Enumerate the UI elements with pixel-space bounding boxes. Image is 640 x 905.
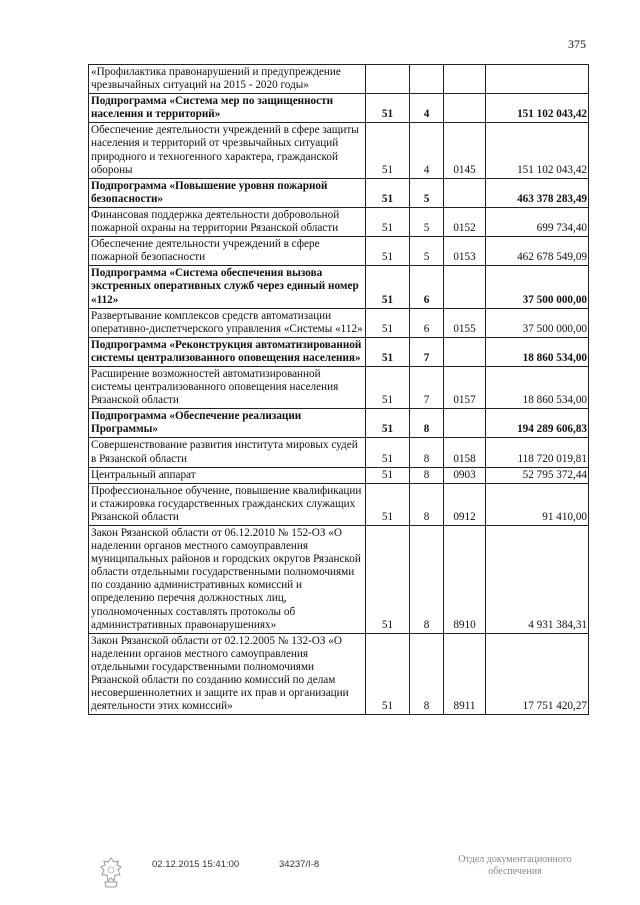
row-name-cell: Подпрограмма «Реконструкция автоматизированной системы централизованного оповещения населения» xyxy=(89,337,366,366)
subsection-code-cell xyxy=(444,94,486,123)
subsection-code-cell: 0153 xyxy=(444,237,486,266)
ministry-code-cell: 51 xyxy=(366,633,410,715)
table-body xyxy=(89,65,589,715)
ministry-code-cell: 51 xyxy=(366,308,410,337)
amount-cell: 18 860 534,00 xyxy=(486,337,589,366)
row-name-cell: Подпрограмма «Обеспечение реализации Программы» xyxy=(89,409,366,438)
section-code-cell: 4 xyxy=(410,123,444,178)
ministry-code-cell: 51 xyxy=(366,94,410,123)
row-name-cell: Развертывание комплексов средств автоматизации оперативно-диспетчерского управления «Системы «112» xyxy=(89,308,366,337)
ministry-code-cell: 51 xyxy=(366,409,410,438)
section-code-cell: 8 xyxy=(410,467,444,483)
amount-cell: 462 678 549,09 xyxy=(486,237,589,266)
subsection-code-cell xyxy=(444,337,486,366)
section-code-cell: 8 xyxy=(410,409,444,438)
row-name-cell: Профессиональное обучение, повышение квалификации и стажировка государственных гражданских служащих Рязанской области xyxy=(89,483,366,525)
ministry-code-cell: 51 xyxy=(366,526,410,634)
subsection-code-cell xyxy=(444,409,486,438)
row-name-cell: Центральный аппарат xyxy=(89,467,366,483)
row-name-cell: Финансовая поддержка деятельности добровольной пожарной охраны на территории Рязанской области xyxy=(89,207,366,236)
table-row xyxy=(89,123,589,178)
subsection-code-cell: 0903 xyxy=(444,467,486,483)
department-stamp xyxy=(440,854,590,878)
row-name-cell: Обеспечение деятельности учреждений в сфере защиты населения и территорий от чрезвычайных ситуаций природного и техногенного характера, гражданской обороны xyxy=(89,123,366,178)
ministry-code-cell: 51 xyxy=(366,178,410,207)
subsection-code-cell xyxy=(444,266,486,308)
table-row xyxy=(89,207,589,236)
ministry-code-cell: 51 xyxy=(366,366,410,408)
row-name-cell: Подпрограмма «Повышение уровня пожарной безопасности» xyxy=(89,178,366,207)
table-row xyxy=(89,467,589,483)
section-code-cell: 8 xyxy=(410,438,444,467)
amount-cell: 37 500 000,00 xyxy=(486,308,589,337)
table-row xyxy=(89,266,589,308)
amount-cell: 194 289 606,83 xyxy=(486,409,589,438)
amount-cell: 463 378 283,49 xyxy=(486,178,589,207)
section-code-cell: 8 xyxy=(410,633,444,715)
subsection-code-cell: 0145 xyxy=(444,123,486,178)
row-name-cell: Подпрограмма «Система мер по защищенности населения и территорий» xyxy=(89,94,366,123)
section-code-cell: 6 xyxy=(410,266,444,308)
amount-cell: 18 860 534,00 xyxy=(486,366,589,408)
subsection-code-cell: 0155 xyxy=(444,308,486,337)
ministry-code-cell: 51 xyxy=(366,337,410,366)
amount-cell xyxy=(486,65,589,94)
section-code-cell: 5 xyxy=(410,207,444,236)
section-code-cell: 7 xyxy=(410,337,444,366)
amount-cell: 91 410,00 xyxy=(486,483,589,525)
subsection-code-cell: 8910 xyxy=(444,526,486,634)
table-row xyxy=(89,237,589,266)
ministry-code-cell: 51 xyxy=(366,207,410,236)
footer xyxy=(0,856,640,896)
table-row xyxy=(89,438,589,467)
row-name-cell: «Профилактика правонарушений и предупреждение чрезвычайных ситуаций на 2015 - 2020 годы» xyxy=(89,65,366,94)
ministry-code-cell: 51 xyxy=(366,266,410,308)
row-name-cell: Расширение возможностей автоматизированной системы централизованного оповещения населения Рязанской области xyxy=(89,366,366,408)
row-name-cell: Закон Рязанской области от 06.12.2010 № 152-ОЗ «О наделении органов местного самоуправления муниципальных районов и городских округов Рязанской области отдельными государственными полномочиями по созданию административных комиссий и определению перечня должностных лиц, уполномоченных составлять протоколы об административных правонарушениях» xyxy=(89,526,366,634)
department-stamp-line-1: Отдел документационного xyxy=(458,854,572,865)
row-name-cell: Совершенствование развития института мировых судей в Рязанской области xyxy=(89,438,366,467)
amount-cell: 52 795 372,44 xyxy=(486,467,589,483)
amount-cell: 118 720 019,81 xyxy=(486,438,589,467)
section-code-cell: 4 xyxy=(410,94,444,123)
subsection-code-cell xyxy=(444,65,486,94)
department-stamp-line-2: обеспечения xyxy=(488,866,542,877)
amount-cell: 699 734,40 xyxy=(486,207,589,236)
section-code-cell: 7 xyxy=(410,366,444,408)
ministry-code-cell: 51 xyxy=(366,483,410,525)
table-row xyxy=(89,94,589,123)
amount-cell: 151 102 043,42 xyxy=(486,123,589,178)
table-row xyxy=(89,65,589,94)
table-row xyxy=(89,308,589,337)
section-code-cell: 8 xyxy=(410,526,444,634)
subsection-code-cell: 8911 xyxy=(444,633,486,715)
amount-cell: 4 931 384,31 xyxy=(486,526,589,634)
table-row xyxy=(89,178,589,207)
ministry-code-cell: 51 xyxy=(366,237,410,266)
section-code-cell: 5 xyxy=(410,178,444,207)
section-code-cell: 5 xyxy=(410,237,444,266)
table-row xyxy=(89,337,589,366)
page-number: 375 xyxy=(568,37,586,51)
ministry-code-cell xyxy=(366,65,410,94)
row-name-cell: Закон Рязанской области от 02.12.2005 № 132-ОЗ «О наделении органов местного самоуправления отдельными государственными полномочиями Рязанской области по созданию комиссий по делам несовершеннолетних и защите их прав и организации деятельности этих комиссий» xyxy=(89,633,366,715)
table-row xyxy=(89,483,589,525)
subsection-code-cell: 0152 xyxy=(444,207,486,236)
subsection-code-cell: 0158 xyxy=(444,438,486,467)
section-code-cell: 6 xyxy=(410,308,444,337)
row-name-cell: Обеспечение деятельности учреждений в сфере пожарной безопасности xyxy=(89,237,366,266)
table-row xyxy=(89,526,589,634)
ministry-code-cell: 51 xyxy=(366,467,410,483)
footer-document-number: 34237/I-8 xyxy=(279,859,320,870)
ministry-code-cell: 51 xyxy=(366,438,410,467)
coat-of-arms-icon xyxy=(96,856,126,890)
section-code-cell xyxy=(410,65,444,94)
subsection-code-cell: 0912 xyxy=(444,483,486,525)
subsection-code-cell xyxy=(444,178,486,207)
table-row xyxy=(89,409,589,438)
amount-cell: 37 500 000,00 xyxy=(486,266,589,308)
table-row xyxy=(89,633,589,715)
ministry-code-cell: 51 xyxy=(366,123,410,178)
amount-cell: 151 102 043,42 xyxy=(486,94,589,123)
section-code-cell: 8 xyxy=(410,483,444,525)
amount-cell: 17 751 420,27 xyxy=(486,633,589,715)
footer-timestamp: 02.12.2015 15:41:00 xyxy=(152,859,240,870)
subsection-code-cell: 0157 xyxy=(444,366,486,408)
budget-table xyxy=(88,64,589,715)
row-name-cell: Подпрограмма «Система обеспечения вызова экстренных оперативных служб через единый номер «112» xyxy=(89,266,366,308)
table-row xyxy=(89,366,589,408)
